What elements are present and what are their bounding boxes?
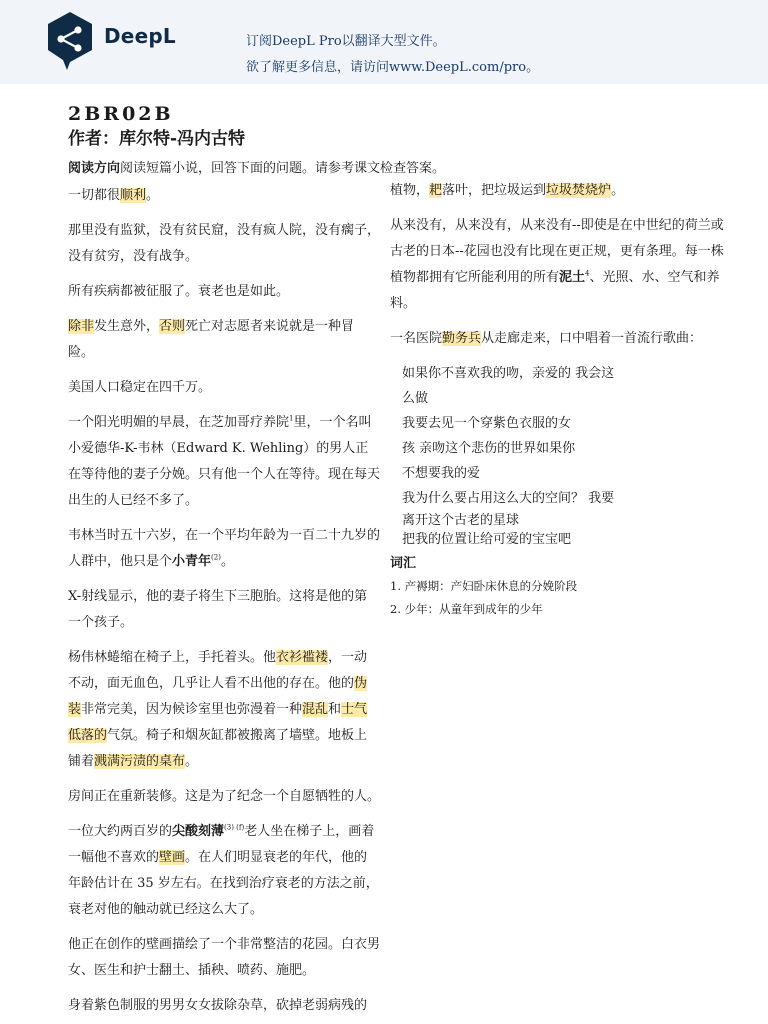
lyric-line: 么做 — [402, 391, 429, 406]
instruction-label: 阅读方向 — [68, 161, 121, 176]
deepl-logo-icon[interactable] — [45, 10, 95, 72]
highlighted-word: 否则 — [159, 319, 186, 334]
deepl-logo-text[interactable]: DeepL — [104, 24, 176, 48]
reading-instructions — [68, 157, 445, 176]
paragraph: 一名医院勤务兵从走廊走来，口中唱着一首流行歌曲： — [390, 331, 703, 346]
left-column — [68, 183, 380, 1024]
promo-line-1: 订阅DeepL Pro以翻译大型文件。 — [246, 34, 446, 49]
deepl-banner — [0, 0, 768, 84]
paragraph: 植物，耙落叶，把垃圾运到垃圾焚烧炉。 — [390, 183, 625, 198]
lyric-line: 孩 亲吻这个悲伤的世界如果你 — [402, 441, 576, 456]
highlighted-word: 溅满污渍的桌布 — [94, 754, 186, 769]
song-lyrics — [390, 361, 730, 549]
footnote-ref: 1 — [289, 414, 294, 423]
vocabulary-heading: 词汇 — [390, 556, 417, 571]
paragraph: 身着紫色制服的男男女女拔除杂草，砍掉老弱病残的 — [68, 998, 368, 1013]
vocab-term: 小青年 — [172, 554, 212, 569]
paragraph: 房间正在重新装修。这是为了纪念一个自愿牺牲的人。 — [68, 789, 381, 804]
right-column — [390, 178, 730, 621]
highlighted-word: 士气低落的 — [68, 702, 368, 743]
author-line: 作者：库尔特-冯内古特 — [68, 129, 246, 149]
footnote-ref: (2) — [211, 553, 221, 562]
highlighted-word: 勤务兵 — [442, 331, 482, 346]
vocab-term: 尖酸刻薄 — [172, 824, 225, 839]
paragraph: 除非发生意外，否则死亡对志愿者来说就是一种冒险。 — [68, 319, 355, 360]
story-code-title: 2BR02B — [68, 103, 174, 125]
highlighted-word: 伪装 — [68, 676, 368, 717]
deepl-pro-link[interactable]: www.DeepL.com/pro — [389, 60, 527, 75]
paragraph: 他正在创作的壁画描绘了一个非常整洁的花园。白衣男女、医生和护士翻土、插秧、喷药、施肥。 — [68, 937, 381, 978]
vocab-item: 1. 产褥期：产妇卧床休息的分娩阶段 — [390, 579, 578, 593]
paragraph: 那里没有监狱，没有贫民窟，没有疯人院，没有瘸子，没有贫穷，没有战争。 — [68, 223, 381, 264]
highlighted-word: 壁画 — [159, 850, 186, 865]
paragraph: X-射线显示，他的妻子将生下三胞胎。这将是他的第一个孩子。 — [68, 589, 368, 630]
promo-line-2-text: 欲了解更多信息，请访问 — [246, 60, 390, 75]
footnote-ref: 4 — [585, 269, 590, 278]
lyric-line: 不想要我的爱 — [402, 466, 481, 481]
paragraph: 杨伟林蜷缩在椅子上，手托着头。他衣衫褴褛，一动不动，面无血色，几乎让人看不出他的存在。他的伪装非常完美，因为候诊室里也弥漫着一种混乱和士气低落的气氛。椅子和烟灰缸都被搬离了墙壁。地板上铺着溅满污渍的桌布。 — [68, 650, 368, 769]
highlighted-word: 垃圾焚烧炉 — [546, 183, 612, 198]
paragraph: 一位大约两百岁的尖酸刻薄$^{(3) (f)}$老人坐在梯子上，画着一幅他不喜欢的壁画。在人们明显衰老的年代，他的年龄估计在 35 岁左右。在找到治疗衰老的方法之前，衰老对他的触动就已经这么大了。 — [68, 823, 379, 917]
lyric-line: 如果你不喜欢我的吻，亲爱的 我会这 — [402, 366, 615, 381]
paragraph: 一个阳光明媚的早晨，在芝加哥疗养院$^1$里，一个名叫小爱德华-K-韦林（Edward K. Wehling）的男人正在等待他的妻子分娩。只有他一个人在等待。现在每天出生的人已经不多了。 — [68, 414, 381, 508]
footnote-ref: (3) (f) — [224, 823, 245, 832]
highlighted-word: 顺利 — [120, 188, 147, 203]
highlighted-word: 混乱 — [302, 702, 329, 717]
paragraph: 所有疾病都被征服了。衰老也是如此。 — [68, 284, 290, 299]
promo-line-2-end: 。 — [526, 60, 540, 75]
lyric-line: 我为什么要占用这么大的空间？ 我要 — [402, 491, 615, 506]
highlighted-word: 除非 — [68, 319, 95, 334]
instruction-text: 阅读短篇小说，回答下面的问题。请参考课文检查答案。 — [120, 161, 446, 176]
paragraph: 韦林当时五十六岁，在一个平均年龄为一百二十九岁的人群中，他只是个小青年$^{(2)}$。 — [68, 528, 381, 569]
lyric-line: 我要去见一个穿紫色衣服的女 — [402, 416, 572, 431]
lyric-line: 把我的位置让给可爱的宝宝吧 — [402, 532, 572, 547]
paragraph: 从来没有，从来没有，从来没有--即使是在中世纪的荷兰或古老的日本--花园也没有比现在更正规，更有条理。每一株植物都拥有它所能利用的所有泥土$^4$、光照、水、空气和养料。 — [390, 218, 724, 311]
vocab-item: 2. 少年：从童年到成年的少年 — [390, 602, 543, 616]
highlighted-word: 衣衫褴褛 — [276, 650, 329, 665]
paragraph: 一切都很顺利。 — [68, 188, 160, 203]
paragraph: 美国人口稳定在四千万。 — [68, 380, 212, 395]
highlighted-word: 耙 — [429, 183, 443, 198]
lyric-line: 离开这个古老的星球 — [402, 513, 520, 528]
promo-line-2 — [246, 56, 539, 75]
vocab-term: 泥土 — [559, 270, 586, 285]
